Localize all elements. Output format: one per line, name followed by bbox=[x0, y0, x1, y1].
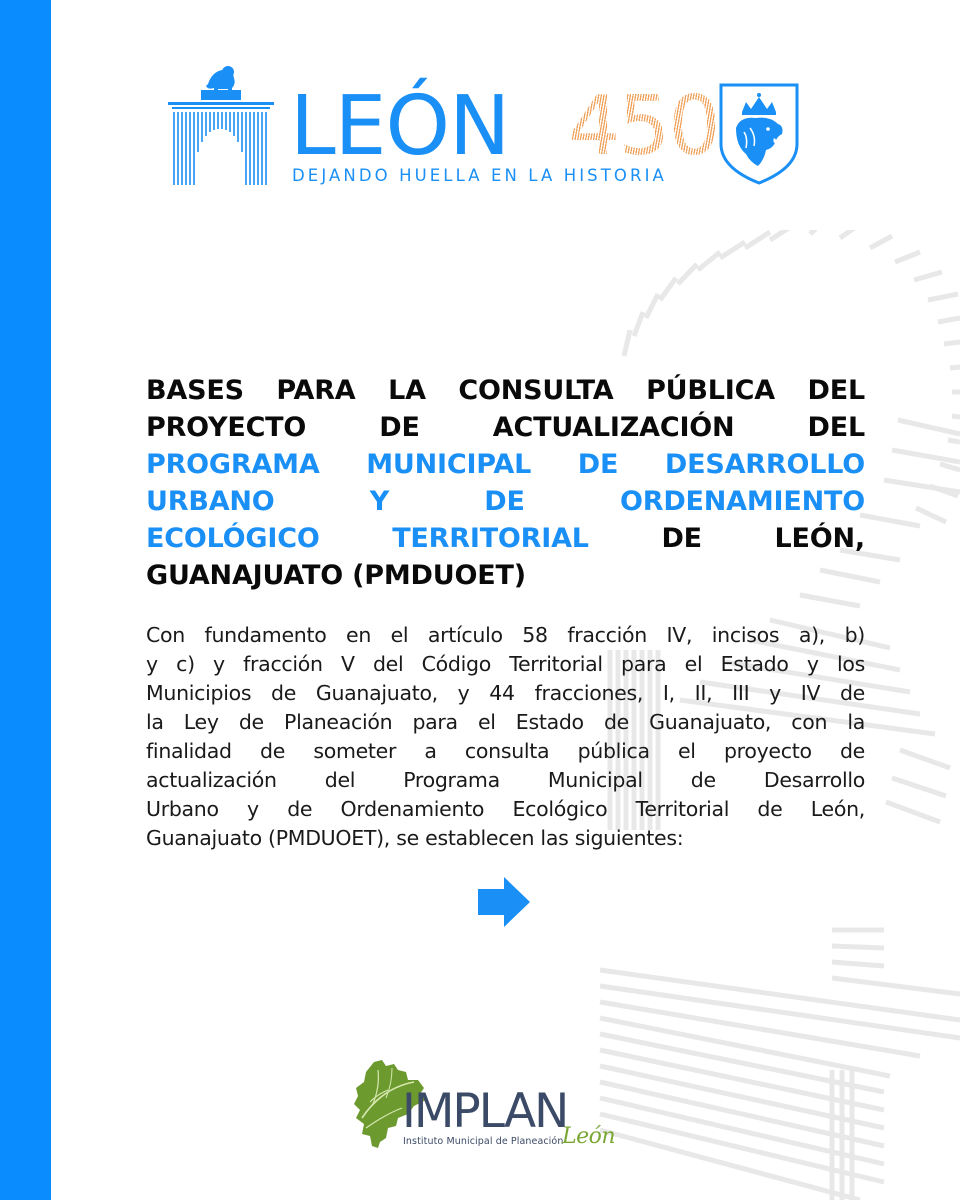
page-title bbox=[146, 372, 865, 594]
body-line: y c) y fracción V del Código Territorial para el Estado y los bbox=[146, 652, 865, 676]
title-line-2: PROYECTO DE ACTUALIZACIÓN DEL bbox=[146, 412, 865, 443]
title-line-6: GUANAJUATO (PMDUOET) bbox=[146, 560, 526, 591]
body-line: finalidad de someter a consulta pública el proyecto de bbox=[146, 739, 865, 763]
leon-450-header bbox=[160, 62, 820, 192]
body-line: Urbano y de Ordenamiento Ecológico Territorial de León, bbox=[146, 797, 865, 821]
implan-city: León bbox=[562, 1124, 616, 1149]
body-line: Municipios de Guanajuato, y 44 fracciones, I, II, III y IV de bbox=[146, 681, 865, 705]
lion-crest-shield-icon bbox=[718, 82, 800, 186]
implan-subtitle: Instituto Municipal de Planeación bbox=[403, 1136, 564, 1147]
brand-number: 450 bbox=[568, 79, 719, 174]
title-line-3: PROGRAMA MUNICIPAL DE DESARROLLO bbox=[146, 449, 865, 480]
arch-with-lion-icon bbox=[166, 62, 276, 187]
brand-tagline: DEJANDO HUELLA EN LA HISTORIA bbox=[292, 166, 667, 185]
title-line-1: BASES PARA LA CONSULTA PÚBLICA DEL bbox=[146, 375, 865, 406]
title-highlight: ECOLÓGICO TERRITORIAL bbox=[146, 523, 589, 554]
body-line: Con fundamento en el artículo 58 fracción IV, incisos a), b) bbox=[146, 623, 865, 647]
leon-450-wordmark bbox=[290, 79, 719, 186]
body-line: actualización del Programa Municipal de Desarrollo bbox=[146, 768, 865, 792]
title-line-5: ECOLÓGICO TERRITORIAL DE LEÓN, bbox=[146, 523, 865, 554]
implan-logo bbox=[350, 1058, 620, 1158]
body-line: Guanajuato (PMDUOET), se establecen las siguientes: bbox=[146, 826, 684, 850]
side-accent-bar bbox=[0, 0, 51, 1200]
body-line: la Ley de Planeación para el Estado de Guanajuato, con la bbox=[146, 710, 865, 734]
body-paragraph bbox=[146, 621, 865, 853]
arrow-right-icon[interactable] bbox=[476, 876, 532, 928]
title-line-4: URBANO Y DE ORDENAMIENTO bbox=[146, 486, 865, 517]
brand-name: LEÓN bbox=[290, 79, 510, 174]
implan-wordmark: IMPLAN bbox=[402, 1084, 568, 1139]
